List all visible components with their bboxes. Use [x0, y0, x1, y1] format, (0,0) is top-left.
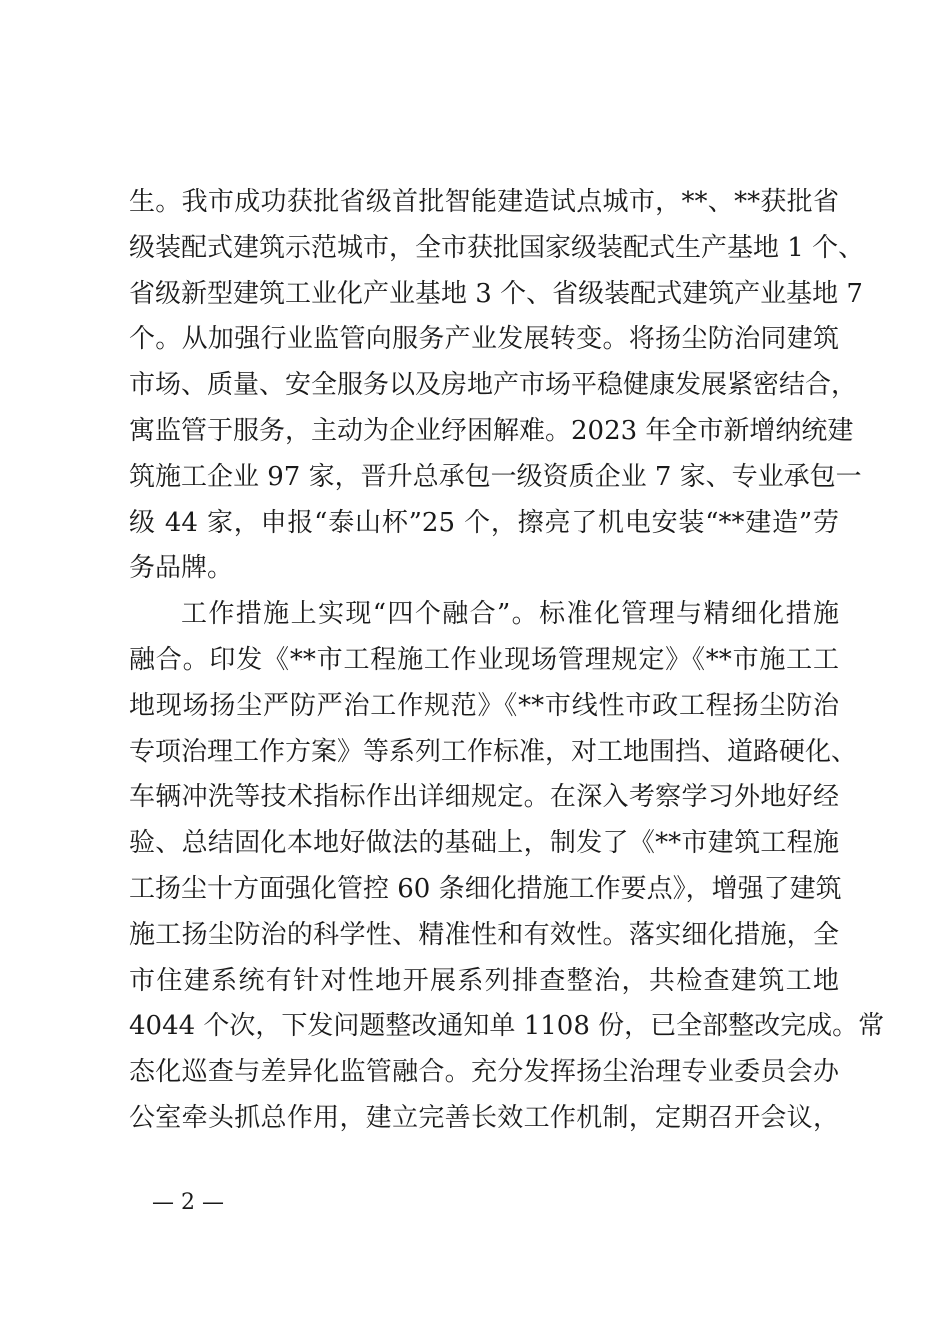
text-line: 融合。印发《**市工程施工作业现场管理规定》《**市施工工	[129, 644, 839, 675]
text-line: 工扬尘十方面强化管控 60 条细化措施工作要点》，增强了建筑	[129, 873, 842, 904]
text-line: 专项治理工作方案》等系列工作标准，对工地围挡、道路硬化、	[129, 736, 858, 767]
text-line: 4044 个次，下发问题整改通知单 1108 份，已全部整改完成。常	[129, 1011, 885, 1042]
text-line: 车辆冲洗等技术指标作出详细规定。在深入考察学习外地好经	[129, 782, 839, 813]
text-line: 级 44 家，申报“泰山杯”25 个，擦亮了机电安装“**建造”劳	[129, 507, 839, 538]
text-line: 态化巡查与差异化监管融合。充分发挥扬尘治理专业委员会办	[129, 1057, 839, 1088]
text-line: 寓监管于服务，主动为企业纾困解难。2023 年全市新增纳统建	[129, 415, 854, 446]
text-line: 筑施工企业 97 家，晋升总承包一级资质企业 7 家、专业承包一	[129, 461, 862, 492]
text-line: 验、总结固化本地好做法的基础上，制发了《**市建筑工程施	[129, 828, 839, 859]
text-line: 地现场扬尘严防严治工作规范》《**市线性市政工程扬尘防治	[129, 690, 839, 721]
text-line: 级装配式建筑示范城市，全市获批国家级装配式生产基地 1 个、	[129, 232, 865, 263]
text-line: 省级新型建筑工业化产业基地 3 个、省级装配式建筑产业基地 7	[129, 278, 863, 309]
text-line: 务品牌。	[129, 553, 234, 584]
document-body	[129, 180, 885, 1142]
text-line: 公室牵头抓总作用，建立完善长效工作机制，定期召开会议，	[129, 1102, 839, 1133]
text-line: 施工扬尘防治的科学性、精准性和有效性。落实细化措施，全	[129, 919, 839, 950]
text-line: 生。我市成功获批省级首批智能建造试点城市，**、**获批省	[129, 187, 839, 217]
text-line: 市住建系统有针对性地开展系列排查整治，共检查建筑工地	[129, 965, 839, 996]
text-line: 个。从加强行业监管向服务产业发展转变。将扬尘防治同建筑	[129, 324, 839, 355]
paragraph-first-line: 工作措施上实现“四个融合”。标准化管理与精细化措施	[181, 599, 839, 630]
page-number: — 2 —	[152, 1190, 224, 1215]
text-line: 市场、质量、安全服务以及房地产市场平稳健康发展紧密结合，	[129, 370, 858, 401]
